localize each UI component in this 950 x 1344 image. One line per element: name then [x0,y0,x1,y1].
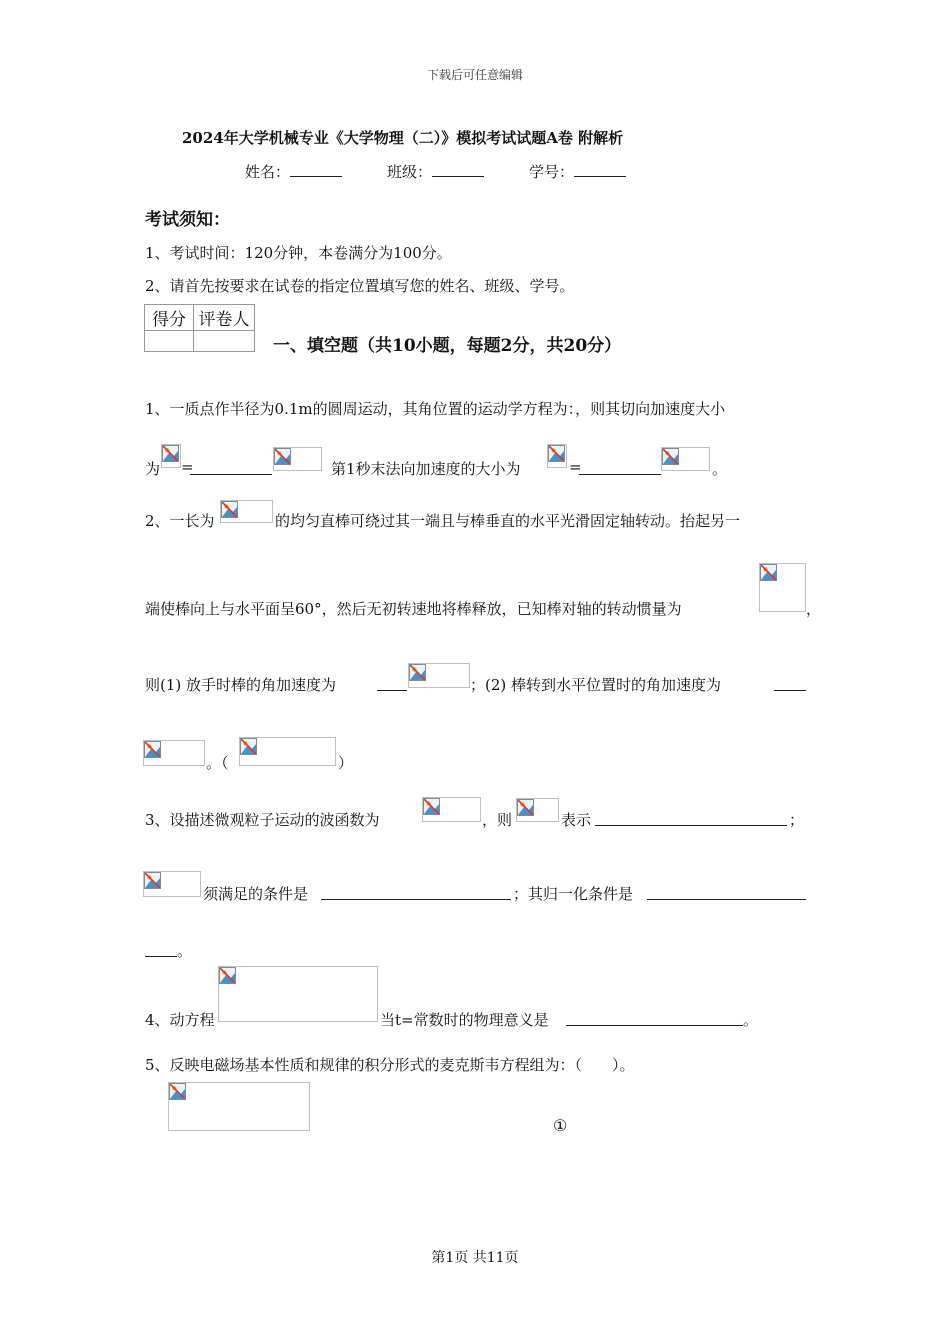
answer-blank[interactable] [595,809,787,826]
formula-image [422,797,481,822]
answer-blank[interactable] [321,883,511,900]
formula-image [220,500,273,523]
broken-image-icon [662,448,679,465]
broken-image-icon [144,741,161,758]
q3-text-a: 3、设描述微观粒子运动的波函数为 [145,811,380,829]
q2-text-e: ；(2) 棒转到水平位置时的角加速度为 [470,676,722,694]
grader-header: 评卷人 [194,305,255,331]
answer-blank[interactable] [647,883,806,900]
class-blank[interactable] [432,160,484,177]
q2-text-a: 2、一长为 [145,512,215,530]
score-cell[interactable] [145,331,194,352]
q1-text-b: 第1秒末法向加速度的大小为 [331,460,521,478]
broken-image-icon [548,445,565,462]
broken-image-icon [760,564,777,581]
broken-image-icon [144,872,161,889]
formula-image [143,871,201,897]
score-table [144,304,255,352]
formula-image [547,444,567,468]
answer-blank[interactable] [377,674,407,691]
q2-comma: ， [806,600,822,618]
broken-image-icon [219,967,236,984]
name-label: 姓名： [245,163,291,181]
answer-blank[interactable] [774,674,806,691]
broken-image-icon [274,448,291,465]
broken-image-icon [240,738,257,755]
formula-image [161,444,181,468]
answer-blank[interactable] [566,1009,743,1026]
id-field [529,160,626,182]
q3-text-c: 表示 [561,811,592,829]
q5-line: 5、反映电磁场基本性质和规律的积分形式的麦克斯韦方程组为：（ ）。 [145,1056,635,1074]
answer-blank[interactable] [190,458,272,475]
id-label: 学号： [529,163,575,181]
broken-image-icon [423,798,440,815]
formula-image [661,447,710,471]
formula-image [516,798,559,822]
q3-text-e: 须满足的条件是 [203,885,309,903]
broken-image-icon [162,445,179,462]
broken-image-icon [221,501,238,518]
q2-text-c: 端使棒向上与水平面呈60°，然后无初转速地将棒释放，已知棒对轴的转动惯量为 [145,600,682,618]
q1-end: 。 [712,460,728,478]
q4-text-b: 当t=常数时的物理意义是 [380,1011,549,1029]
header-note: 下载后可任意编辑 [426,68,523,82]
formula-image [273,447,322,471]
answer-blank[interactable] [579,458,661,475]
q2-text-d: 则(1) 放手时棒的角加速度为 [145,676,337,694]
exam-title: 2024年大学机械专业《大学物理（二）》模拟考试试题A卷 附解析 [182,129,624,147]
formula-image [218,966,378,1022]
q1-line1: 1、一质点作半径为0.1m的圆周运动，其角位置的运动学方程为：，则其切向加速度大小 [145,400,726,418]
formula-image [239,737,336,766]
grader-cell[interactable] [194,331,255,352]
q3-text-f: ；其归一化条件是 [513,885,634,903]
broken-image-icon [169,1083,186,1100]
q4-end: 。 [743,1011,759,1029]
formula-image [759,563,806,612]
id-blank[interactable] [574,160,626,177]
notice-heading: 考试须知： [145,210,230,230]
q3-text-d: ； [789,811,805,829]
broken-image-icon [517,799,534,816]
q2-text-g: ） [338,754,354,772]
q1-eq1: = [181,458,194,476]
score-header: 得分 [145,305,194,331]
class-field [387,160,484,182]
answer-blank[interactable] [145,940,177,957]
q2-text-f: 。（ [206,754,229,772]
notice-item: 1、考试时间：120分钟，本卷满分为100分。 [145,244,452,262]
formula-image [408,663,470,688]
notice-item: 2、请首先按要求在试卷的指定位置填写您的姓名、班级、学号。 [145,277,575,295]
part1-heading: 一、填空题（共10小题，每题2分，共20分） [273,336,622,356]
class-label: 班级： [387,163,433,181]
q1-text-a: 为 [145,460,161,478]
page-footer: 第1页 共11页 [431,1250,519,1266]
q3-text-b: ，则 [482,811,513,829]
q4-text-a: 4、动方程 [145,1011,215,1029]
name-blank[interactable] [290,160,342,177]
broken-image-icon [409,664,426,681]
name-field [245,160,342,182]
q2-text-b: 的均匀直棒可绕过其一端且与棒垂直的水平光滑固定轴转动。抬起另一 [275,512,741,530]
q1-eq2: = [569,458,582,476]
formula-image [143,740,205,766]
equation-marker: ① [553,1116,568,1135]
q3-end: 。 [177,942,193,960]
formula-image [168,1082,310,1131]
